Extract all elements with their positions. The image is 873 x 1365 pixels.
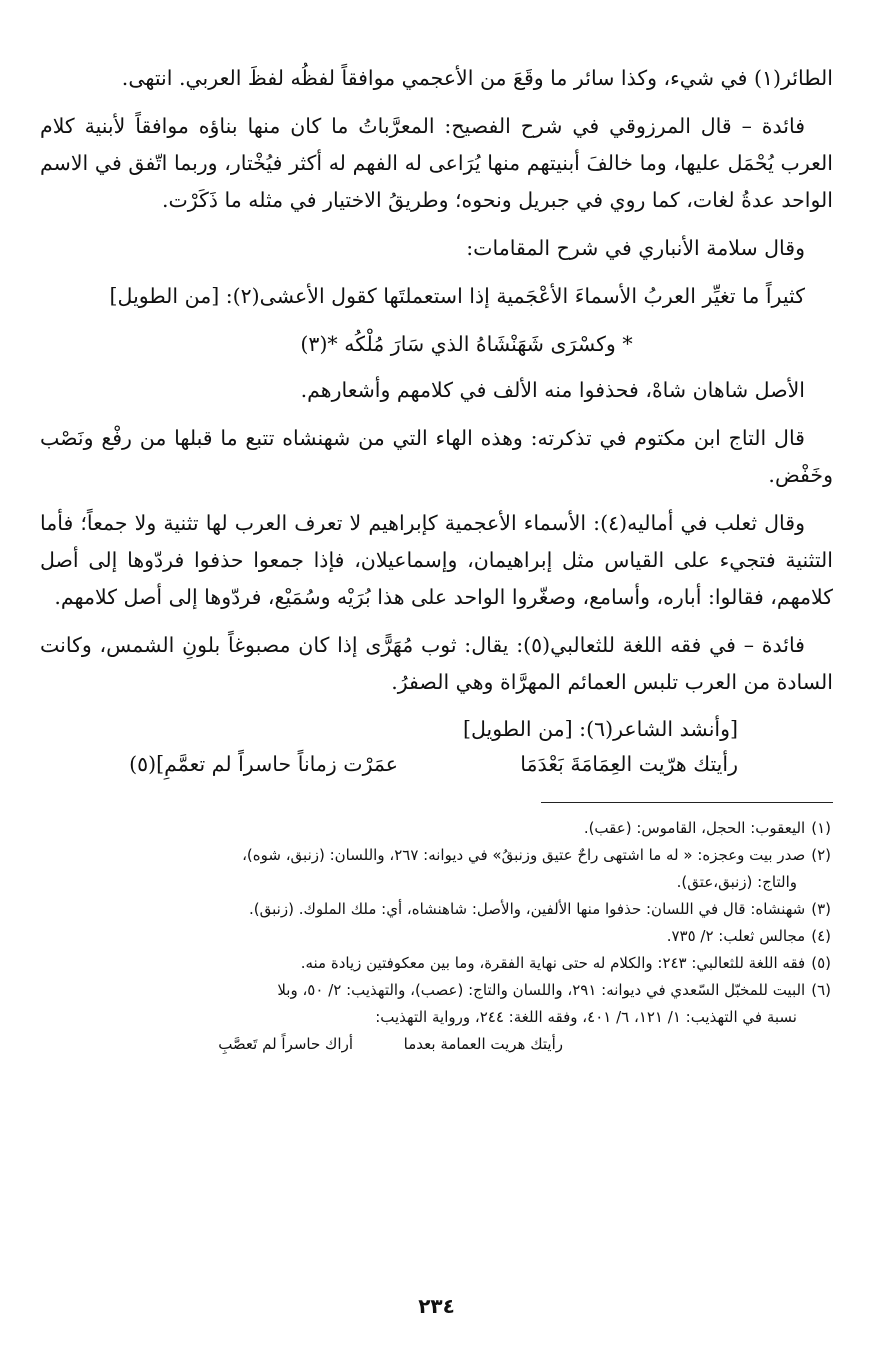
paragraph-3: وقال سلامة الأنباري في شرح المقامات: — [466, 236, 805, 260]
footnote-number: (١) — [811, 819, 831, 837]
footnote-4 — [40, 923, 833, 950]
poem-verse — [40, 746, 833, 782]
footnotes — [40, 815, 833, 1058]
paragraph-1: الطائر(١) في شيء، وكذا سائر ما وقَعَ من الأعجمي موافقاً لفظُه لفظَ العربي. انتهى. — [121, 66, 833, 90]
footnote-verse — [40, 1031, 833, 1058]
footnote-2 — [40, 842, 833, 869]
verse-line: * وكسْرَى شَهَنْشَاهُ الذي سَارَ مُلْكُه *(٣) — [300, 332, 633, 356]
poem-intro: [وأنشد الشاعر(٦): [من الطويل] — [462, 717, 738, 741]
footnote-text: مجالس ثعلب: ٢/ ٧٣٥. — [666, 927, 806, 945]
page-number: ٢٣٤ — [418, 1294, 455, 1318]
paragraph-6: قال التاج ابن مكتوم في تذكرته: وهذه الهاء التي من شهنشاه تتبع ما قبلها من رفْع ونَصْب وخَفْض. — [40, 426, 833, 487]
paragraph-5: الأصل شاهان شاهْ، فحذفوا منه الألف في كلامهم وأشعارهم. — [300, 378, 805, 402]
footnote-6-continuation: نسبة في التهذيب: ١/ ١٢١، ٦/ ٤٠١، وفقه اللغة: ٢٤٤، ورواية التهذيب: — [375, 1008, 797, 1026]
footnote-verse-second-hemistich: أراك حاسراً لم تَعصَّبِ — [218, 1035, 353, 1053]
footnote-5 — [40, 950, 833, 977]
footnote-number: (٢) — [811, 846, 831, 864]
footnote-3 — [40, 896, 833, 923]
footnote-text: فقه اللغة للثعالبي: ٢٤٣: والكلام له حتى نهاية الفقرة، وما بين معكوفتين زيادة منه. — [300, 954, 806, 972]
footnote-number: (٥) — [811, 954, 831, 972]
footnote-number: (٣) — [811, 900, 831, 918]
footnote-divider — [541, 802, 833, 803]
footnote-6 — [40, 977, 833, 1004]
footnote-text: اليعقوب: الحجل، القاموس: (عقب). — [583, 819, 806, 837]
poem-first-hemistich: رأيتك هرّيت العِمَامَةَ بَعْدَمَا — [520, 752, 738, 776]
footnote-text: صدر بيت وعجزه: « له ما اشتهى راحٌ عتيق وزنبقُ» في ديوانه: ٢٦٧، واللسان: (زنبق، شوه)، — [242, 846, 806, 864]
footnote-1 — [40, 815, 833, 842]
footnote-text: البيت للمخبّل السّعدي في ديوانه: ٢٩١، واللسان والتاج: (عصب)، والتهذيب: ٢/ ٥٠، وبلا — [277, 981, 806, 999]
footnote-number: (٤) — [811, 927, 831, 945]
paragraph-2: فائدة – قال المرزوقي في شرح الفصيح: المعرَّباتُ ما كان منها بناؤه موافقاً لأبنية كلام العرب يُحْمَل عليها، وما خالفَ أبنيتهم منها يُرَاعى له الفهم له أكثر فيُخْتار، وربما اتّفق في الاسم الواحد عدةُ لغات، كما روي في جبريل ونحوه؛ وطريقُ الاختيار في مثله ما ذَكَرْت. — [40, 114, 833, 212]
footnote-2-continuation: والتاج: (زنبق،عتق). — [676, 873, 797, 891]
paragraph-4: كثيراً ما تغيِّر العربُ الأسماءَ الأعْجَمية إذا استعملتَها كقول الأعشى(٢): [من الطويل] — [109, 284, 805, 308]
main-text — [40, 60, 833, 782]
paragraph-8: فائدة – في فقه اللغة للثعالبي(٥): يقال: ثوب مُهَرًّى إذا كان مصبوغاً بلونِ الشمس، وكانت السادة من العرب تلبس العمائم المهرَّاة وهي الصفرُ. — [40, 633, 833, 694]
footnote-verse-first-hemistich: رأيتك هريت العمامة بعدما — [403, 1035, 563, 1053]
poem-second-hemistich: عمَرْت زماناً حاسراً لم تعمَّمِ](٥) — [129, 752, 398, 776]
footnote-text: شهنشاه: قال في اللسان: حذفوا منها الألفين، والأصل: شاهنشاه، أي: ملك الملوك. (زنبق). — [249, 900, 806, 918]
paragraph-7: وقال ثعلب في أماليه(٤): الأسماء الأعجمية كإبراهيم لا تعرف العرب لها تثنية ولا جمعاً؛ فأما التثنية فتجيء على القياس مثل إبراهيمان، وإسماعيلان، فإذا جمعوا حذفوا فردّوها إلى أصل كلامهم، فقالوا: أباره، وأسامع، وصغّروا الواحد على هذا بُرَيْه وسُمَيْع، فردّوها إلى أصل كلامهم. — [40, 511, 833, 609]
footnote-number: (٦) — [811, 981, 831, 999]
